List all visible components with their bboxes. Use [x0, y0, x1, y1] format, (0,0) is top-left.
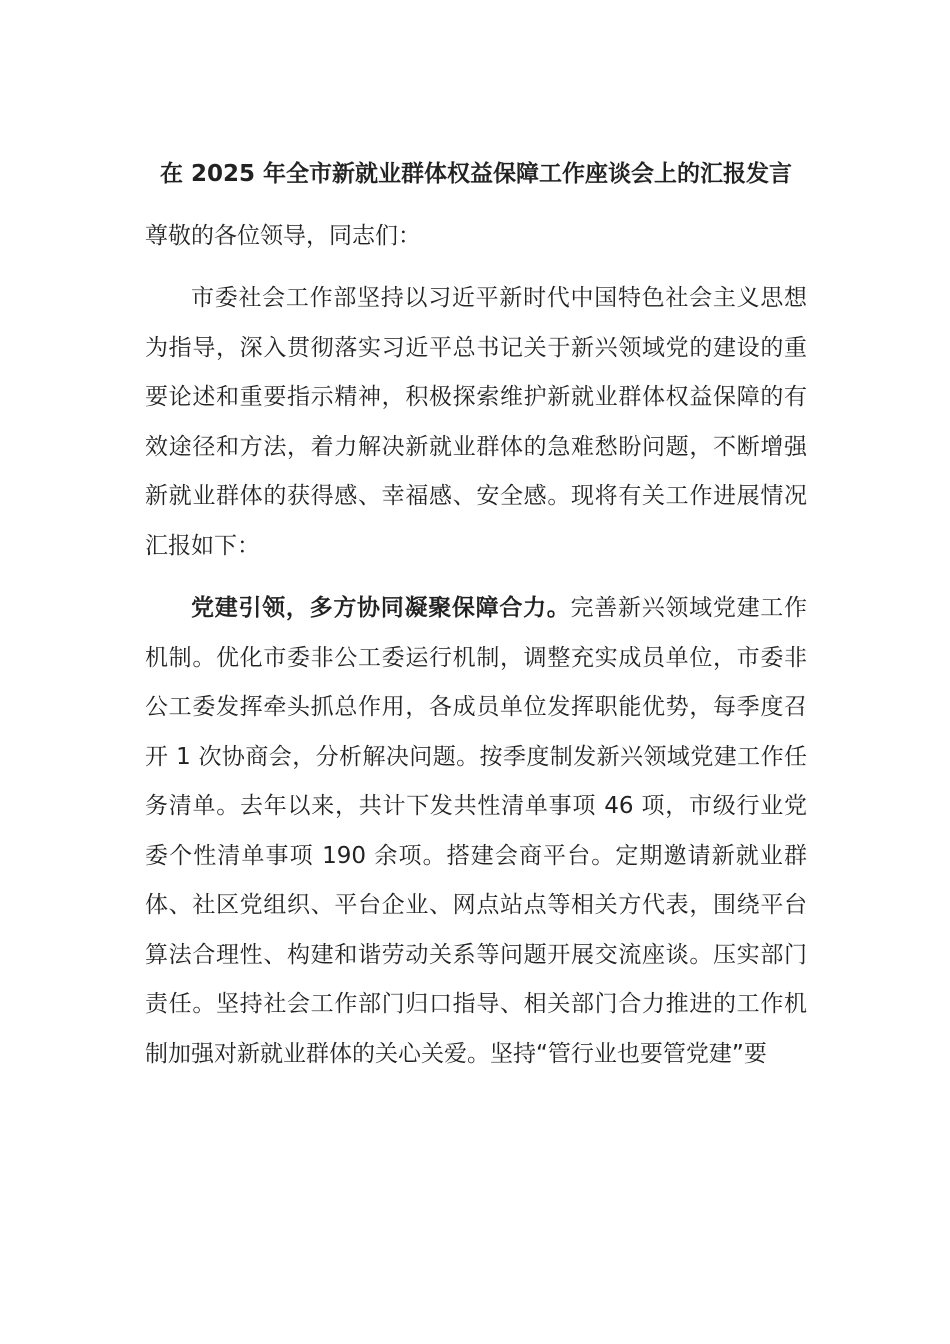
paragraph-intro	[145, 274, 807, 571]
salutation: 尊敬的各位领导，同志们：	[145, 223, 421, 249]
paragraph-text: 市委社会工作部坚持以习近平新时代中国特色社会主义思想为指导，深入贯彻落实习近平总书记关于新兴领域党的建设的重要论述和重要指示精神，积极探索维护新就业群体权益保障的有效途径和方法，着力解决新就业群体的急难愁盼问题，不断增强新就业群体的获得感、幸福感、安全感。现将有关工作进展情况汇报如下：	[145, 285, 807, 559]
paragraph-text: 完善新兴领域党建工作机制。优化市委非公工委运行机制，调整充实成员单位，市委非公工委发挥牵头抓总作用，各成员单位发挥职能优势，每季度召开 1 次协商会，分析解决问题。按季度制发新兴领域党建工作任务清单。去年以来，共计下发共性清单事项 46 项，市级行业党委个性清单事项 190 余项。搭建会商平台。定期邀请新就业群体、社区党组织、平台企业、网点站点等相关方代表，围绕平台算法合理性、构建和谐劳动关系等问题开展交流座谈。压实部门责任。坚持社会工作部门归口指导、相关部门合力推进的工作机制加强对新就业群体的关心关爱。坚持“管行业也要管党建”要	[145, 595, 808, 1067]
document-body	[145, 150, 807, 1079]
document-title: 在 2025 年全市新就业群体权益保障工作座谈会上的汇报发言	[159, 161, 793, 187]
paragraph-party-building	[145, 584, 807, 1079]
paragraph-lead: 党建引领，多方协同凝聚保障合力。	[191, 595, 571, 621]
